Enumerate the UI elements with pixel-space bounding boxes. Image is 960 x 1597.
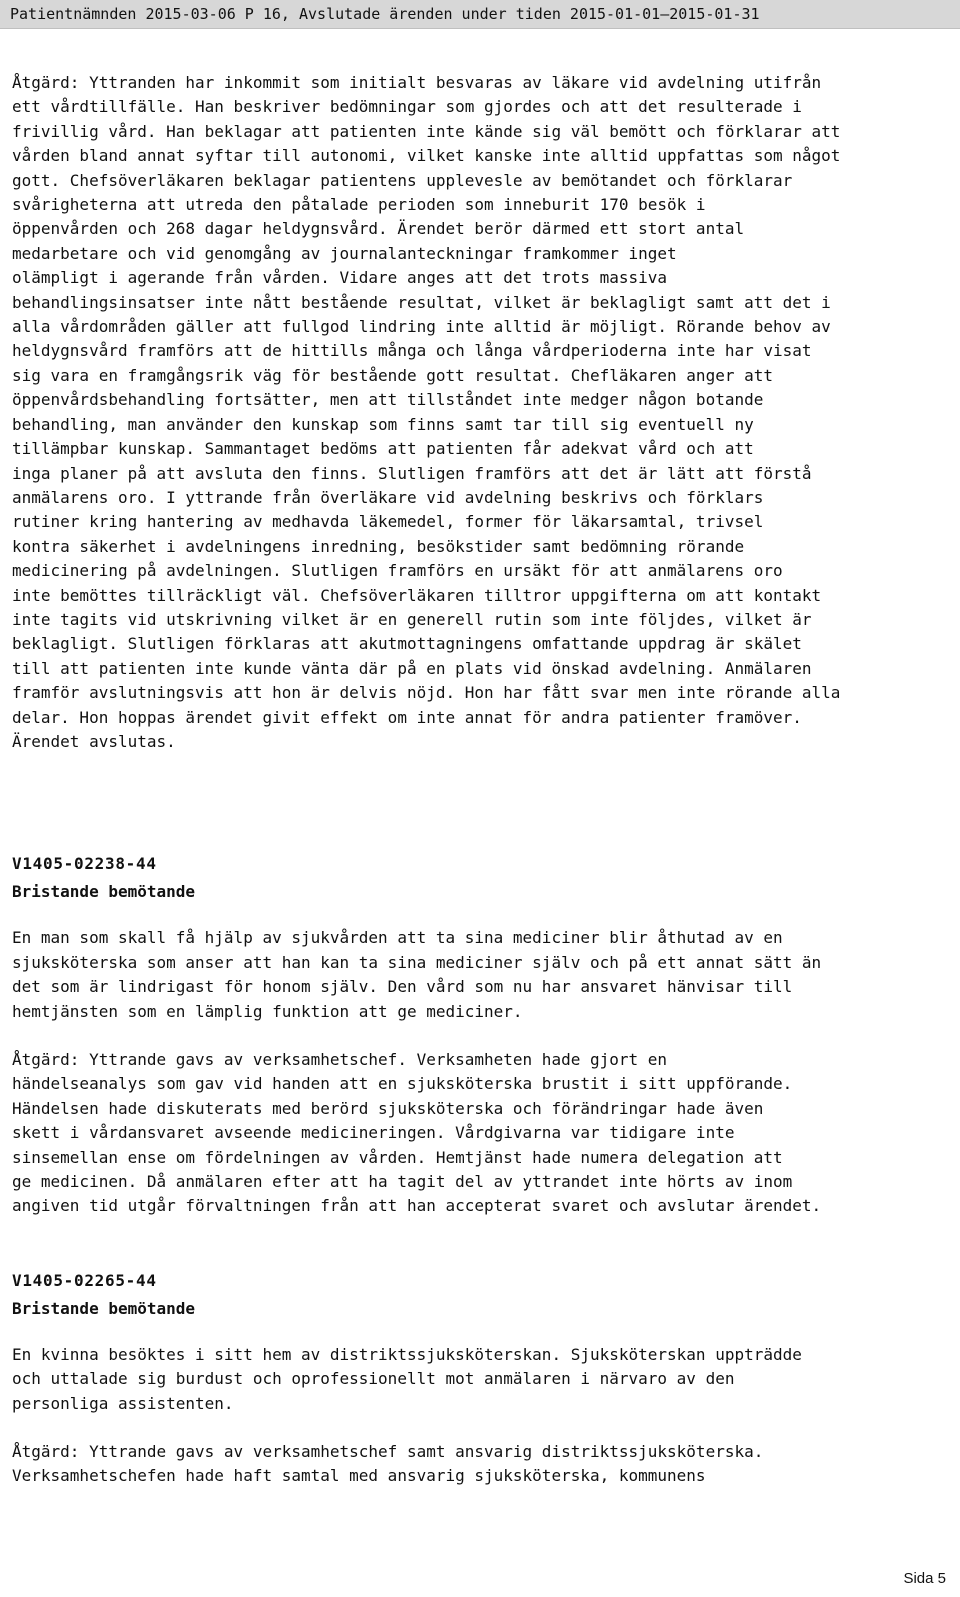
case-action: Åtgärd: Yttrande gavs av verksamhetschef. Verksamheten hade gjort en händelseanalys som gav vid handen att en sjuksköterska brustit i sitt uppförande. Händelsen hade diskuterats med berörd sjuksköterska och förändringar hade även skett i vårdansvaret avseende medicineringen. Vårdgivarna var tidigare inte sinsemellan ense om fördelningen av vården. Hemtjänst hade numera delegation att ge medicinen. Då anmälaren efter att ha tagit del av yttrandet inte hörts av inom angiven tid utgår förvaltningen från att han accepterat svaret och avslutar ärendet. (12, 1050, 822, 1216)
case-code: V1405-02265-44 (12, 1270, 157, 1290)
case-code: V1405-02238-44 (12, 854, 157, 874)
case-category: Bristande bemötande (12, 1298, 196, 1318)
document-body (12, 71, 937, 1489)
intro-action-paragraph: Åtgärd: Yttranden har inkommit som initialt besvaras av läkare vid avdelning utifrån ett vårdtillfälle. Han beskriver bedömningar som gjordes och att det resulterade i frivillig vård. Han beklagar att patienten inte kände sig väl bemött och förklarar att vården bland annat syftar till autonomi, vilket kanske inte alltid uppfattas som något gott. Chefsöverläkaren beklagar patientens upplevesle av bemötandet och förklarar svårigheterna att utreda den påtalade perioden som inneburit 170 besök i öppenvården och 268 dagar heldygnsvård. Ärendet berör därmed ett stort antal medarbetare och vid genomgång av journalanteckningar framkommer inget olämpligt i agerande från vården. Vidare anges att det trots massiva behandlingsinsatser inte nått bestående resultat, vilket är beklagligt samt att det i alla vårdområden gäller att fullgod lindring inte alltid är möjligt. Rörande behov av heldygnsvård framförs att de hittills många och långa vårdperioderna inte har visat sig vara en framgångsrik väg för bestående gott resultat. Chefläkaren anger att öppenvårdsbehandling fortsätter, men att tillståndet inte medger någon botande behandling, man använder den kunskap som finns samt tar till sig eventuell ny tillämpbar kunskap. Sammantaget bedöms att patienten får adekvat vård och att inga planer på att avsluta den finns. Slutligen framförs att det är lätt att förstå anmälarens oro. I yttrande från överläkare vid avdelning beskrivs och förklars rutiner kring hantering av medhavda läkemedel, former för läkarsamtal, trivsel kontra säkerhet i avdelningens inredning, besökstider samt bedömning rörande medicinering på avdelningen. Slutligen framförs en ursäkt för att anmälarens oro inte bemöttes tillräckligt väl. Chefsöverläkaren tilltror uppgifterna om att kontakt inte tagits vid utskrivning vilket är en generell rutin som inte följdes, vilket är beklagligt. Slutligen förklaras att akutmottagningens omfattande uppdrag är skälet till att patienten inte kunde vänta där på en plats vid önskad avdelning. Anmälaren framför avslutningsvis att hon är delvis nöjd. Hon har fått svar men inte rörande alla delar. Hon hoppas ärendet givit effekt om inte annat för andra patienter framöver. Ärendet avslutas. (12, 73, 841, 751)
page-number: Sida 5 (903, 1570, 946, 1587)
case-description: En man som skall få hjälp av sjukvården att ta sina mediciner blir åthutad av en sjuksköterska som anser att han kan ta sina mediciner själv och på ett annat sätt än det som är lindrigast för honom själv. Den vård som nu har ansvaret hänvisar till hemtjänsten som en lämplig funktion att ge mediciner. (12, 928, 822, 1021)
case-description: En kvinna besöktes i sitt hem av distriktssjuksköterskan. Sjuksköterskan uppträdde och uttalade sig burdust och oprofessionellt mot anmälaren i närvaro av den personliga assistenten. (12, 1344, 802, 1413)
case-category: Bristande bemötande (12, 882, 196, 902)
case-action: Åtgärd: Yttrande gavs av verksamhetschef samt ansvarig distriktssjuksköterska. Verksamhetschefen hade haft samtal med ansvarig sjuksköterska, kommunens (12, 1442, 764, 1486)
header-title: Patientnämnden 2015-03-06 P 16, Avslutade ärenden under tiden 2015-01-01—2015-01-31 (10, 5, 760, 23)
page-header (0, 0, 960, 29)
